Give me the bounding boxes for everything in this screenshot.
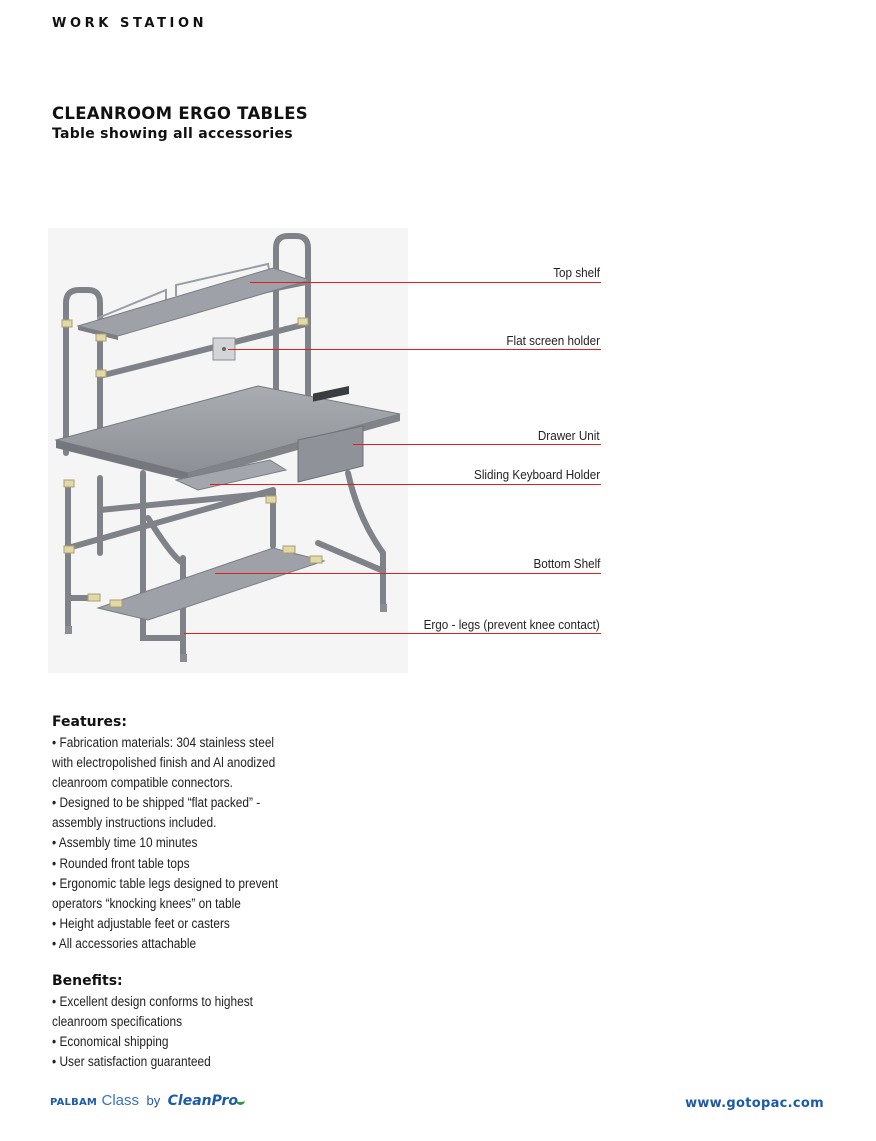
brand-palbam: PALBAM bbox=[50, 1097, 98, 1108]
features-heading: Features: bbox=[52, 714, 127, 730]
benefit-line: • Economical shipping bbox=[52, 1034, 169, 1050]
brand-cleanpro: CleanPro bbox=[167, 1093, 238, 1109]
callout-flat-screen-holder: Flat screen holder bbox=[506, 333, 600, 348]
feature-line: assembly instructions included. bbox=[52, 815, 217, 831]
brand-logo bbox=[50, 1092, 245, 1110]
callout-bottom-shelf: Bottom Shelf bbox=[533, 556, 600, 571]
leader-line-top-shelf bbox=[250, 282, 601, 283]
page-title: CLEANROOM ERGO TABLES bbox=[52, 104, 308, 123]
benefits-heading: Benefits: bbox=[52, 973, 123, 989]
feature-line: • Assembly time 10 minutes bbox=[52, 835, 198, 851]
feature-line: • Height adjustable feet or casters bbox=[52, 915, 230, 931]
feature-line: cleanroom compatible connectors. bbox=[52, 775, 233, 791]
callout-top-shelf: Top shelf bbox=[553, 265, 600, 280]
feature-line: • Ergonomic table legs designed to prevent bbox=[52, 875, 279, 891]
features-list bbox=[52, 733, 309, 954]
benefit-line: • Excellent design conforms to highest bbox=[52, 994, 253, 1009]
feature-line: with electropolished finish and Al anodized bbox=[52, 755, 276, 771]
callout-keyboard-holder: Sliding Keyboard Holder bbox=[473, 467, 600, 482]
benefit-line: • User satisfaction guaranteed bbox=[52, 1054, 211, 1070]
callout-ergo-legs: Ergo - legs (prevent knee contact) bbox=[423, 617, 600, 632]
benefits-list bbox=[52, 992, 280, 1072]
feature-line: • Rounded front table tops bbox=[52, 855, 190, 871]
leader-line-drawer-unit bbox=[353, 444, 601, 445]
website-link[interactable]: www.gotopac.com bbox=[685, 1096, 824, 1111]
benefit-line: cleanroom specifications bbox=[52, 1014, 183, 1030]
feature-line: • Fabrication materials: 304 stainless steel bbox=[52, 735, 275, 750]
brand-class: Class bbox=[101, 1092, 140, 1109]
callout-drawer-unit: Drawer Unit bbox=[538, 428, 600, 443]
workstation-illustration bbox=[48, 228, 408, 673]
leader-line-keyboard-holder bbox=[210, 484, 601, 485]
leader-line-flat-screen-holder bbox=[228, 349, 601, 350]
feature-line: operators “knocking knees” on table bbox=[52, 895, 241, 911]
leader-line-ergo-legs bbox=[184, 633, 601, 634]
swoosh-icon bbox=[236, 1098, 245, 1105]
feature-line: • All accessories attachable bbox=[52, 935, 197, 951]
section-label: WORK STATION bbox=[52, 16, 208, 31]
leader-line-bottom-shelf bbox=[215, 573, 601, 574]
feature-line: • Designed to be shipped “flat packed” - bbox=[52, 795, 261, 811]
brand-by: by bbox=[146, 1093, 161, 1108]
page-subtitle: Table showing all accessories bbox=[52, 126, 293, 142]
table-drawing bbox=[48, 228, 408, 673]
